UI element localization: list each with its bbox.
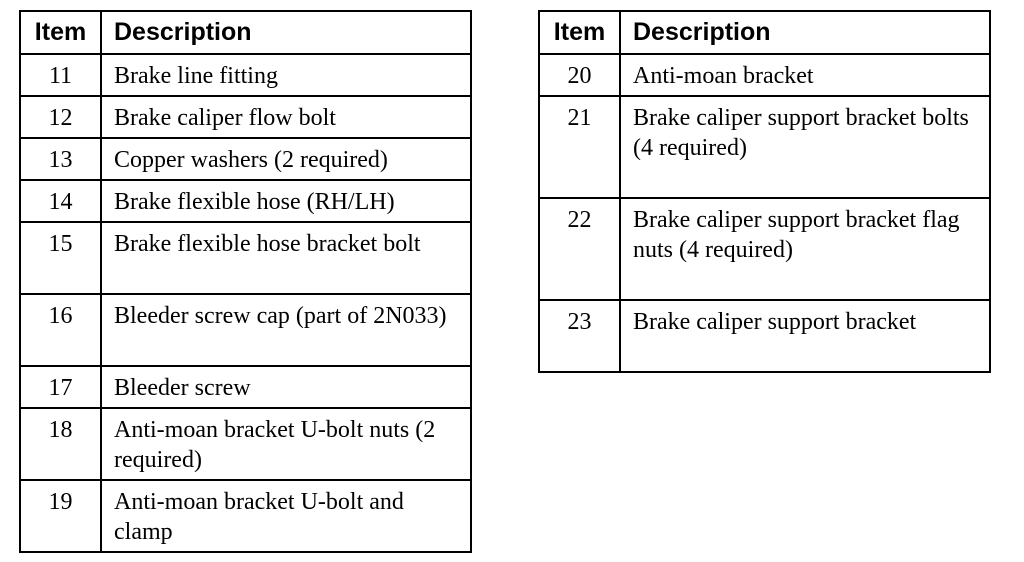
table-row <box>20 54 471 96</box>
table-row <box>539 198 990 300</box>
table-header-row <box>20 11 471 54</box>
item-number: 13 <box>20 138 101 180</box>
table-row <box>20 96 471 138</box>
column-header-item: Item <box>539 11 620 54</box>
column-header-item: Item <box>20 11 101 54</box>
item-description: Brake flexible hose (RH/LH) <box>101 180 471 222</box>
item-description: Brake flexible hose bracket bolt <box>101 222 471 294</box>
item-number: 21 <box>539 96 620 198</box>
table-row <box>20 180 471 222</box>
item-number: 22 <box>539 198 620 300</box>
item-description: Brake line fitting <box>101 54 471 96</box>
parts-table-right <box>538 10 991 373</box>
table-row <box>20 480 471 552</box>
item-description: Bleeder screw cap (part of 2N033) <box>101 294 471 366</box>
table-row <box>539 96 990 198</box>
item-number: 16 <box>20 294 101 366</box>
table-row <box>20 366 471 408</box>
item-description: Copper washers (2 required) <box>101 138 471 180</box>
item-number: 20 <box>539 54 620 96</box>
table-row <box>20 408 471 480</box>
item-number: 12 <box>20 96 101 138</box>
item-description: Anti-moan bracket U-bolt nuts (2 required) <box>101 408 471 480</box>
item-number: 11 <box>20 54 101 96</box>
parts-table-left <box>19 10 472 553</box>
table-header-row <box>539 11 990 54</box>
item-number: 19 <box>20 480 101 552</box>
table-row <box>20 138 471 180</box>
column-header-description: Description <box>620 11 990 54</box>
item-description: Bleeder screw <box>101 366 471 408</box>
item-number: 15 <box>20 222 101 294</box>
item-number: 18 <box>20 408 101 480</box>
item-description: Anti-moan bracket U-bolt and clamp <box>101 480 471 552</box>
column-header-description: Description <box>101 11 471 54</box>
item-description: Brake caliper support bracket flag nuts (4 required) <box>620 198 990 300</box>
item-description: Brake caliper flow bolt <box>101 96 471 138</box>
table-row <box>20 222 471 294</box>
item-number: 17 <box>20 366 101 408</box>
item-description: Brake caliper support bracket bolts (4 required) <box>620 96 990 198</box>
table-row <box>20 294 471 366</box>
item-description: Anti-moan bracket <box>620 54 990 96</box>
item-number: 23 <box>539 300 620 372</box>
table-row <box>539 54 990 96</box>
item-number: 14 <box>20 180 101 222</box>
item-description: Brake caliper support bracket <box>620 300 990 372</box>
table-row <box>539 300 990 372</box>
